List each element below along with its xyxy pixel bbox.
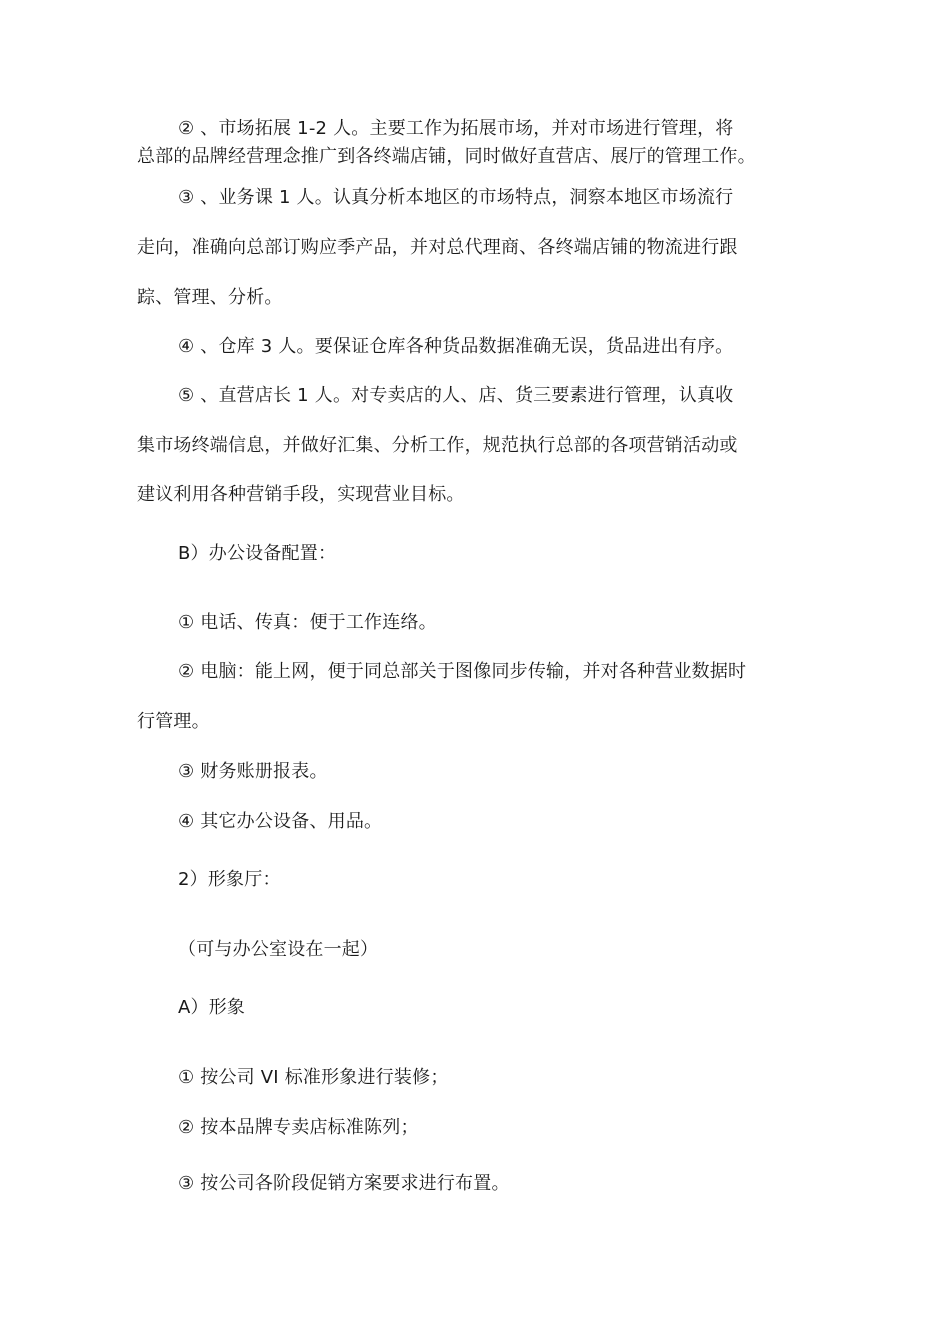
paragraph-store-manager-line-2: 集市场终端信息，并做好汇集、分析工作，规范执行总部的各项营销活动或 bbox=[137, 435, 738, 456]
list-item-display-standard: ② 按本品牌专卖店标准陈列； bbox=[178, 1117, 419, 1138]
paragraph-business-section-line-1: ③ 、业务课 1 人。认真分析本地区的市场特点，洞察本地区市场流行 bbox=[178, 187, 734, 208]
list-item-vi-decoration: ① 按公司 VI 标准形象进行装修； bbox=[178, 1067, 449, 1088]
list-item-computer-line-1: ② 电脑：能上网，便于同总部关于图像同步传输，并对各种营业数据时 bbox=[178, 661, 747, 682]
list-item-phone-fax: ① 电话、传真：便于工作连络。 bbox=[178, 612, 437, 633]
note-with-office: （可与办公室设在一起） bbox=[178, 939, 379, 960]
paragraph-market-expansion-line-2: 总部的品牌经营理念推广到各终端店铺，同时做好直营店、展厅的管理工作。 bbox=[137, 146, 756, 167]
paragraph-store-manager-line-1: ⑤ 、直营店长 1 人。对专卖店的人、店、货三要素进行管理，认真收 bbox=[178, 385, 734, 406]
paragraph-market-expansion-line-1: ② 、市场拓展 1-2 人。主要工作为拓展市场，并对市场进行管理，将 bbox=[178, 118, 734, 139]
paragraph-warehouse: ④ 、仓库 3 人。要保证仓库各种货品数据准确无误，货品进出有序。 bbox=[178, 336, 734, 357]
paragraph-business-section-line-2: 走向，准确向总部订购应季产品，并对总代理商、各终端店铺的物流进行跟 bbox=[137, 237, 738, 258]
list-item-other-equipment: ④ 其它办公设备、用品。 bbox=[178, 811, 383, 832]
list-item-promotion-layout: ③ 按公司各阶段促销方案要求进行布置。 bbox=[178, 1173, 510, 1194]
paragraph-business-section-line-3: 踪、管理、分析。 bbox=[137, 287, 283, 308]
heading-image-hall: 2）形象厅： bbox=[178, 869, 281, 890]
list-item-computer-line-2: 行管理。 bbox=[137, 711, 210, 732]
paragraph-store-manager-line-3: 建议利用各种营销手段，实现营业目标。 bbox=[137, 484, 465, 505]
list-item-finance-reports: ③ 财务账册报表。 bbox=[178, 761, 328, 782]
heading-image: A）形象 bbox=[178, 997, 246, 1018]
heading-office-equipment: B）办公设备配置： bbox=[178, 543, 337, 564]
